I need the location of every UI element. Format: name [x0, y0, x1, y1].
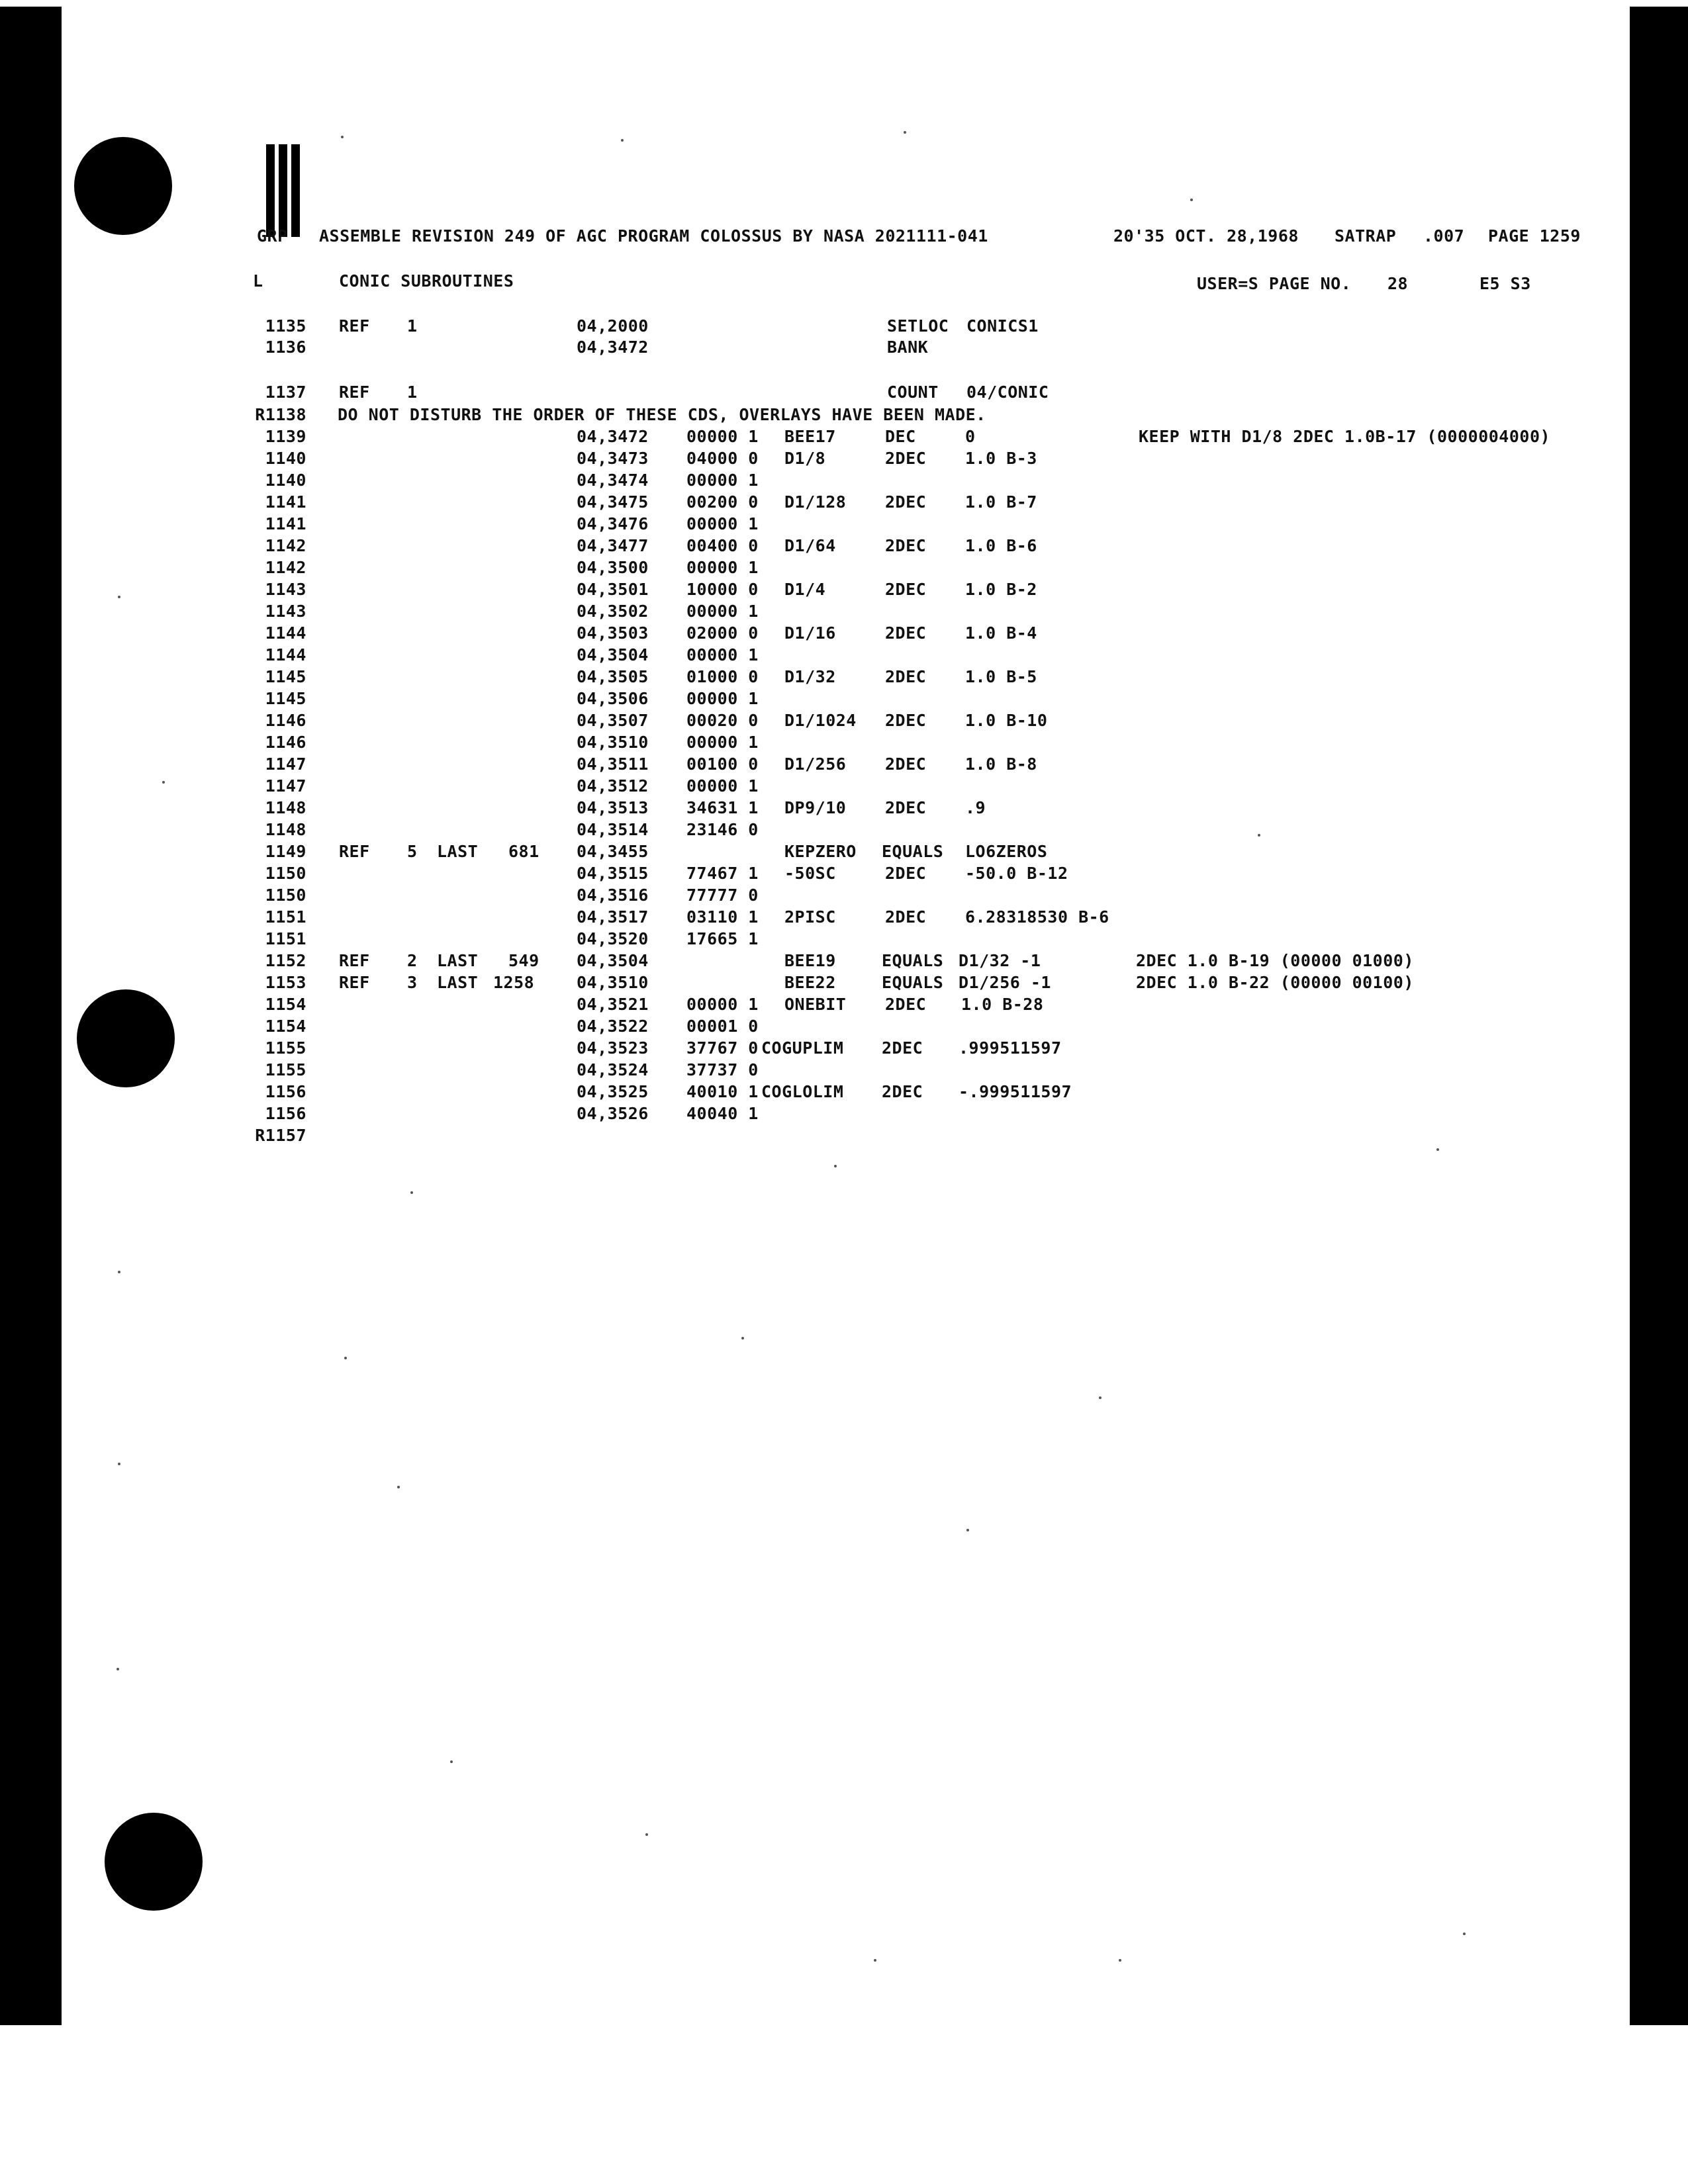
octal-value: 77777 0	[686, 886, 759, 905]
punch-hole-bottom	[105, 1813, 203, 1911]
scan-speck	[118, 596, 120, 598]
address: 04,3513	[577, 798, 649, 817]
address: 04,3475	[577, 492, 649, 512]
scan-speck	[162, 781, 165, 784]
symbol: COGLOLIM	[761, 1082, 844, 1101]
scan-speck	[341, 136, 344, 138]
operand: 04/CONIC	[966, 383, 1049, 402]
symbol: D1/8	[784, 449, 826, 468]
symbol: 2PISC	[784, 907, 836, 927]
address: 04,3504	[577, 645, 649, 664]
address: 04,3506	[577, 689, 649, 708]
opcode: 2DEC	[885, 580, 927, 599]
last-keyword: LAST	[437, 951, 479, 970]
octal-value: 77467 1	[686, 864, 759, 883]
last-value: 681	[508, 842, 539, 861]
operand: CONICS1	[966, 316, 1039, 336]
symbol: D1/4	[784, 580, 826, 599]
address: 04,2000	[577, 316, 649, 336]
scan-speck	[118, 1271, 120, 1273]
scan-speck	[397, 1486, 400, 1488]
operand: 1.0 B-6	[965, 536, 1037, 555]
octal-value: 03110 1	[686, 907, 759, 927]
opcode: EQUALS	[882, 951, 944, 970]
opcode: 2DEC	[885, 449, 927, 468]
scan-speck	[1463, 1933, 1466, 1935]
scan-speck	[834, 1165, 837, 1167]
symbol: D1/128	[784, 492, 847, 512]
octal-value: 00000 1	[686, 995, 759, 1014]
octal-value: 00000 1	[686, 776, 759, 796]
line-number: 1136	[265, 338, 306, 357]
ref-keyword: REF	[339, 316, 370, 336]
line-number: 1145	[265, 667, 306, 686]
opcode: 2DEC	[885, 907, 927, 927]
ref-count: 5	[407, 842, 418, 861]
remark: 2DEC 1.0 B-19 (00000 01000)	[1136, 951, 1414, 970]
address: 04,3515	[577, 864, 649, 883]
address: 04,3525	[577, 1082, 649, 1101]
address: 04,3510	[577, 733, 649, 752]
address: 04,3501	[577, 580, 649, 599]
opcode: DEC	[885, 427, 916, 446]
line-number: R1157	[255, 1126, 306, 1145]
symbol: COGUPLIM	[761, 1038, 844, 1058]
address: 04,3472	[577, 338, 649, 357]
opcode: SETLOC	[887, 316, 949, 336]
address: 04,3512	[577, 776, 649, 796]
last-value: 549	[508, 951, 539, 970]
section-title: CONIC SUBROUTINES	[339, 271, 514, 291]
line-number: 1144	[265, 623, 306, 643]
operand: 1.0 B-8	[965, 754, 1037, 774]
line-number: 1154	[265, 1017, 306, 1036]
octal-value: 00001 0	[686, 1017, 759, 1036]
line-number: 1147	[265, 776, 306, 796]
symbol: DP9/10	[784, 798, 847, 817]
last-value: 1258	[493, 973, 535, 992]
line-number: 1154	[265, 995, 306, 1014]
header-code: .007	[1423, 226, 1465, 246]
header-user: SATRAP	[1335, 226, 1397, 246]
octal-value: 00000 1	[686, 514, 759, 533]
log-letter: L	[253, 271, 263, 291]
line-number: 1149	[265, 842, 306, 861]
scan-speck	[874, 1959, 876, 1962]
ref-keyword: REF	[339, 383, 370, 402]
line-number: 1156	[265, 1082, 306, 1101]
address: 04,3502	[577, 602, 649, 621]
line-number: 1152	[265, 951, 306, 970]
octal-value: 40040 1	[686, 1104, 759, 1123]
line-number: 1155	[265, 1060, 306, 1079]
octal-value: 04000 0	[686, 449, 759, 468]
symbol: D1/32	[784, 667, 836, 686]
line-number: 1145	[265, 689, 306, 708]
user-page-label: USER=S PAGE NO.	[1197, 274, 1352, 293]
ref-keyword: REF	[339, 951, 370, 970]
scan-left-edge	[0, 7, 62, 2025]
line-number: 1148	[265, 798, 306, 817]
address: 04,3472	[577, 427, 649, 446]
address: 04,3517	[577, 907, 649, 927]
header-page: PAGE 1259	[1488, 226, 1581, 246]
address: 04,3504	[577, 951, 649, 970]
symbol: BEE19	[784, 951, 836, 970]
opcode: 2DEC	[885, 492, 927, 512]
line-number: 1141	[265, 514, 306, 533]
octal-value: 00000 1	[686, 645, 759, 664]
line-number: 1142	[265, 536, 306, 555]
address: 04,3523	[577, 1038, 649, 1058]
line-number: 1139	[265, 427, 306, 446]
line-number: 1150	[265, 864, 306, 883]
opcode: 2DEC	[885, 667, 927, 686]
line-number: 1147	[265, 754, 306, 774]
line-number: 1151	[265, 907, 306, 927]
scan-speck	[1436, 1148, 1439, 1151]
operand: 1.0 B-28	[961, 995, 1044, 1014]
remark: KEEP WITH D1/8 2DEC 1.0B-17 (0000004000)	[1139, 427, 1551, 446]
operand: 0	[965, 427, 976, 446]
scan-speck	[966, 1529, 969, 1531]
last-keyword: LAST	[437, 842, 479, 861]
address: 04,3505	[577, 667, 649, 686]
octal-value: 17665 1	[686, 929, 759, 948]
octal-value: 23146 0	[686, 820, 759, 839]
opcode: EQUALS	[882, 973, 944, 992]
symbol: BEE17	[784, 427, 836, 446]
octal-value: 37737 0	[686, 1060, 759, 1079]
header-tail: E5 S3	[1479, 274, 1531, 293]
opcode: 2DEC	[885, 623, 927, 643]
punch-hole-middle	[77, 989, 175, 1087]
line-number: 1142	[265, 558, 306, 577]
registration-marks	[266, 144, 301, 237]
address: 04,3522	[577, 1017, 649, 1036]
scan-speck	[410, 1191, 413, 1194]
symbol: D1/16	[784, 623, 836, 643]
line-number: 1151	[265, 929, 306, 948]
address: 04,3477	[577, 536, 649, 555]
opcode: EQUALS	[882, 842, 944, 861]
line-number: 1144	[265, 645, 306, 664]
address: 04,3510	[577, 973, 649, 992]
scan-speck	[450, 1760, 453, 1763]
last-keyword: LAST	[437, 973, 479, 992]
scan-speck	[1258, 834, 1260, 837]
ref-count: 3	[407, 973, 418, 992]
scan-speck	[1099, 1396, 1102, 1399]
opcode: 2DEC	[885, 536, 927, 555]
ref-count: 1	[407, 383, 418, 402]
operand: .9	[965, 798, 986, 817]
line-number: 1146	[265, 711, 306, 730]
octal-value: 00100 0	[686, 754, 759, 774]
operand: .999511597	[959, 1038, 1062, 1058]
scan-speck	[621, 139, 624, 142]
line-number: 1148	[265, 820, 306, 839]
scan-speck	[118, 1463, 120, 1465]
scan-speck	[645, 1833, 648, 1836]
octal-value: 00000 1	[686, 471, 759, 490]
remark: 2DEC 1.0 B-22 (00000 00100)	[1136, 973, 1414, 992]
operand: 1.0 B-2	[965, 580, 1037, 599]
symbol: D1/64	[784, 536, 836, 555]
scan-speck	[117, 1668, 119, 1670]
octal-value: 00000 1	[686, 602, 759, 621]
scan-speck	[904, 131, 906, 134]
scan-speck	[344, 1357, 347, 1359]
scan-speck	[1119, 1959, 1121, 1962]
address: 04,3520	[577, 929, 649, 948]
line-number: 1140	[265, 449, 306, 468]
address: 04,3521	[577, 995, 649, 1014]
ref-keyword: REF	[339, 973, 370, 992]
opcode: 2DEC	[885, 864, 927, 883]
symbol: -50SC	[784, 864, 836, 883]
operand: D1/256 -1	[959, 973, 1051, 992]
opcode: 2DEC	[885, 798, 927, 817]
line-number: 1141	[265, 492, 306, 512]
operand: 1.0 B-3	[965, 449, 1037, 468]
operand: 6.28318530 B-6	[965, 907, 1109, 927]
opcode: COUNT	[887, 383, 939, 402]
opcode: 2DEC	[885, 995, 927, 1014]
line-number: 1143	[265, 580, 306, 599]
address: 04,3507	[577, 711, 649, 730]
header-corner: GRP	[257, 226, 288, 246]
line-number: R1138	[255, 405, 306, 424]
symbol: D1/1024	[784, 711, 857, 730]
address: 04,3524	[577, 1060, 649, 1079]
address: 04,3455	[577, 842, 649, 861]
octal-value: 00200 0	[686, 492, 759, 512]
address: 04,3500	[577, 558, 649, 577]
symbol: BEE22	[784, 973, 836, 992]
operand: LO6ZEROS	[965, 842, 1048, 861]
address: 04,3473	[577, 449, 649, 468]
address: 04,3503	[577, 623, 649, 643]
line-number: 1156	[265, 1104, 306, 1123]
scan-speck	[741, 1337, 744, 1340]
octal-value: 00000 1	[686, 558, 759, 577]
octal-value: 10000 0	[686, 580, 759, 599]
opcode: BANK	[887, 338, 929, 357]
operand: 1.0 B-4	[965, 623, 1037, 643]
address: 04,3514	[577, 820, 649, 839]
octal-value: 00000 1	[686, 689, 759, 708]
punch-hole-top	[74, 137, 172, 235]
operand: 1.0 B-10	[965, 711, 1048, 730]
user-page-number: 28	[1387, 274, 1409, 293]
header-title: ASSEMBLE REVISION 249 OF AGC PROGRAM COLOSSUS BY NASA 2021111-041	[319, 226, 988, 246]
line-number: 1153	[265, 973, 306, 992]
line-number: 1146	[265, 733, 306, 752]
line-number: 1135	[265, 316, 306, 336]
ref-keyword: REF	[339, 842, 370, 861]
octal-value: 00400 0	[686, 536, 759, 555]
opcode: 2DEC	[885, 711, 927, 730]
octal-value: 02000 0	[686, 623, 759, 643]
operand: 1.0 B-5	[965, 667, 1037, 686]
operand: -50.0 B-12	[965, 864, 1068, 883]
symbol: D1/256	[784, 754, 847, 774]
address: 04,3526	[577, 1104, 649, 1123]
ref-count: 1	[407, 316, 418, 336]
address: 04,3474	[577, 471, 649, 490]
address: 04,3511	[577, 754, 649, 774]
operand: D1/32 -1	[959, 951, 1041, 970]
line-number: 1140	[265, 471, 306, 490]
opcode: 2DEC	[882, 1082, 923, 1101]
octal-value: 00020 0	[686, 711, 759, 730]
line-number: 1155	[265, 1038, 306, 1058]
scan-speck	[1190, 199, 1193, 201]
operand: -.999511597	[959, 1082, 1072, 1101]
address: 04,3476	[577, 514, 649, 533]
operand: 1.0 B-7	[965, 492, 1037, 512]
address: 04,3516	[577, 886, 649, 905]
header-datetime: 20'35 OCT. 28,1968	[1113, 226, 1299, 246]
octal-value: 40010 1	[686, 1082, 759, 1101]
octal-value: 34631 1	[686, 798, 759, 817]
scan-right-edge	[1630, 7, 1688, 2025]
octal-value: 01000 0	[686, 667, 759, 686]
line-number: 1150	[265, 886, 306, 905]
octal-value: 37767 0	[686, 1038, 759, 1058]
opcode: 2DEC	[885, 754, 927, 774]
comment: DO NOT DISTURB THE ORDER OF THESE CDS, OVERLAYS HAVE BEEN MADE.	[338, 405, 986, 424]
symbol: KEPZERO	[784, 842, 857, 861]
opcode: 2DEC	[882, 1038, 923, 1058]
line-number: 1137	[265, 383, 306, 402]
ref-count: 2	[407, 951, 418, 970]
line-number: 1143	[265, 602, 306, 621]
octal-value: 00000 1	[686, 733, 759, 752]
symbol: ONEBIT	[784, 995, 847, 1014]
octal-value: 00000 1	[686, 427, 759, 446]
